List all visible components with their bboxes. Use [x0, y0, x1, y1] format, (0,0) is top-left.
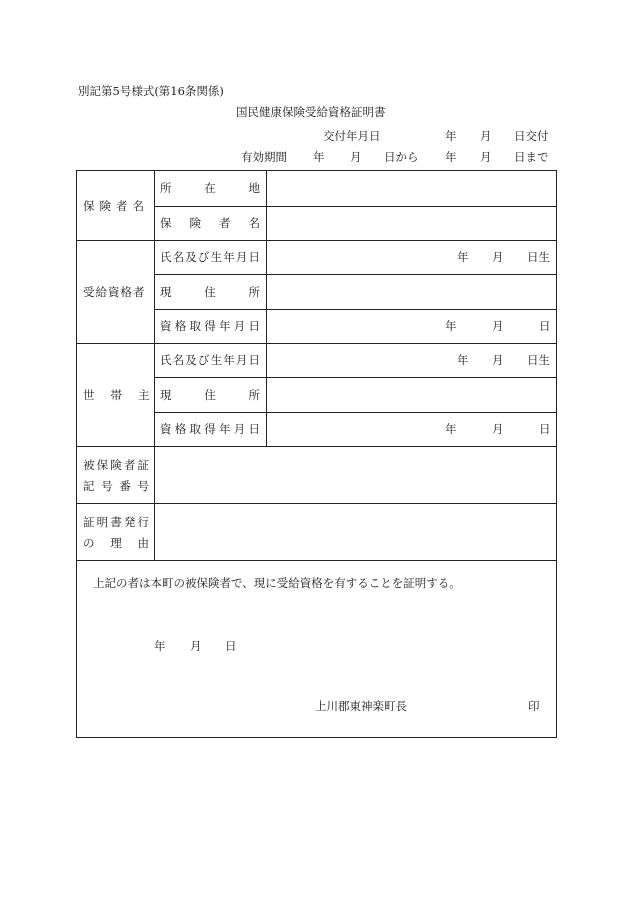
householder-acquired-label: 資格取得年月日: [160, 422, 260, 436]
seal-mark: 印: [528, 699, 540, 713]
certification-signer: 上川郡東神楽町長: [315, 699, 407, 713]
row-divider: [154, 412, 557, 413]
householder-address-label: 現住所: [160, 388, 260, 402]
validity-to-month: 月: [480, 150, 492, 164]
column-divider: [266, 171, 267, 446]
issue-date-day: 日交付: [514, 129, 549, 143]
recipient-acq-month: 月: [492, 319, 504, 333]
issue-reason-label-line2: の理由: [83, 536, 149, 550]
validity-label: 有効期間: [241, 150, 287, 164]
recipient-dob-month: 月: [492, 250, 504, 264]
householder-acq-month: 月: [492, 422, 504, 436]
recipient-name-dob-label: 氏名及び生年月日: [160, 250, 260, 264]
page-title: 国民健康保険受給資格証明書: [236, 105, 386, 119]
insurer-group-label: 保険者名: [83, 199, 149, 213]
validity-to-day: 日まで: [514, 150, 549, 164]
certification-date-day: 日: [225, 639, 237, 653]
householder-acq-year: 年: [445, 422, 457, 436]
recipient-acq-year: 年: [445, 319, 457, 333]
issue-date-month: 月: [480, 129, 492, 143]
issue-date-year: 年: [445, 129, 457, 143]
validity-from-month: 月: [350, 150, 362, 164]
form-number: 別記第5号様式(第16条関係): [78, 84, 224, 98]
certification-statement: 上記の者は本町の被保険者で、現に受給資格を有することを証明する。: [93, 576, 461, 590]
certification-date-month: 月: [190, 639, 202, 653]
recipient-address-label: 現住所: [160, 285, 260, 299]
location-label: 所在地: [160, 181, 260, 195]
recipient-dob-year: 年: [457, 250, 469, 264]
certificate-form: [76, 170, 557, 738]
validity-to-year: 年: [445, 150, 457, 164]
row-divider: [154, 206, 557, 207]
issue-date-label: 交付年月日: [323, 129, 381, 143]
householder-dob-year: 年: [457, 353, 469, 367]
certification-date-year: 年: [154, 639, 166, 653]
recipient-group-label: 受給資格者: [83, 285, 146, 299]
householder-dob-day: 日生: [527, 353, 550, 367]
householder-acq-day: 日: [539, 422, 551, 436]
row-divider: [77, 503, 557, 504]
row-divider: [77, 446, 557, 447]
insurer-name-label: 保険者名: [160, 216, 260, 230]
recipient-acquired-label: 資格取得年月日: [160, 319, 260, 333]
householder-name-dob-label: 氏名及び生年月日: [160, 353, 260, 367]
card-number-label-line2: 記号番号: [83, 479, 149, 493]
card-number-label-line1: 被保険者証: [83, 458, 149, 472]
row-divider: [154, 377, 557, 378]
row-divider: [77, 240, 557, 241]
validity-from-day: 日から: [384, 150, 419, 164]
row-divider: [77, 343, 557, 344]
row-divider: [154, 309, 557, 310]
recipient-dob-day: 日生: [527, 250, 550, 264]
householder-dob-month: 月: [492, 353, 504, 367]
column-divider: [154, 171, 155, 560]
row-divider: [154, 274, 557, 275]
issue-reason-label-line1: 証明書発行: [83, 515, 149, 529]
recipient-acq-day: 日: [539, 319, 551, 333]
validity-from-year: 年: [313, 150, 325, 164]
row-divider: [77, 560, 557, 561]
householder-group-label: 世帯主: [83, 388, 166, 402]
